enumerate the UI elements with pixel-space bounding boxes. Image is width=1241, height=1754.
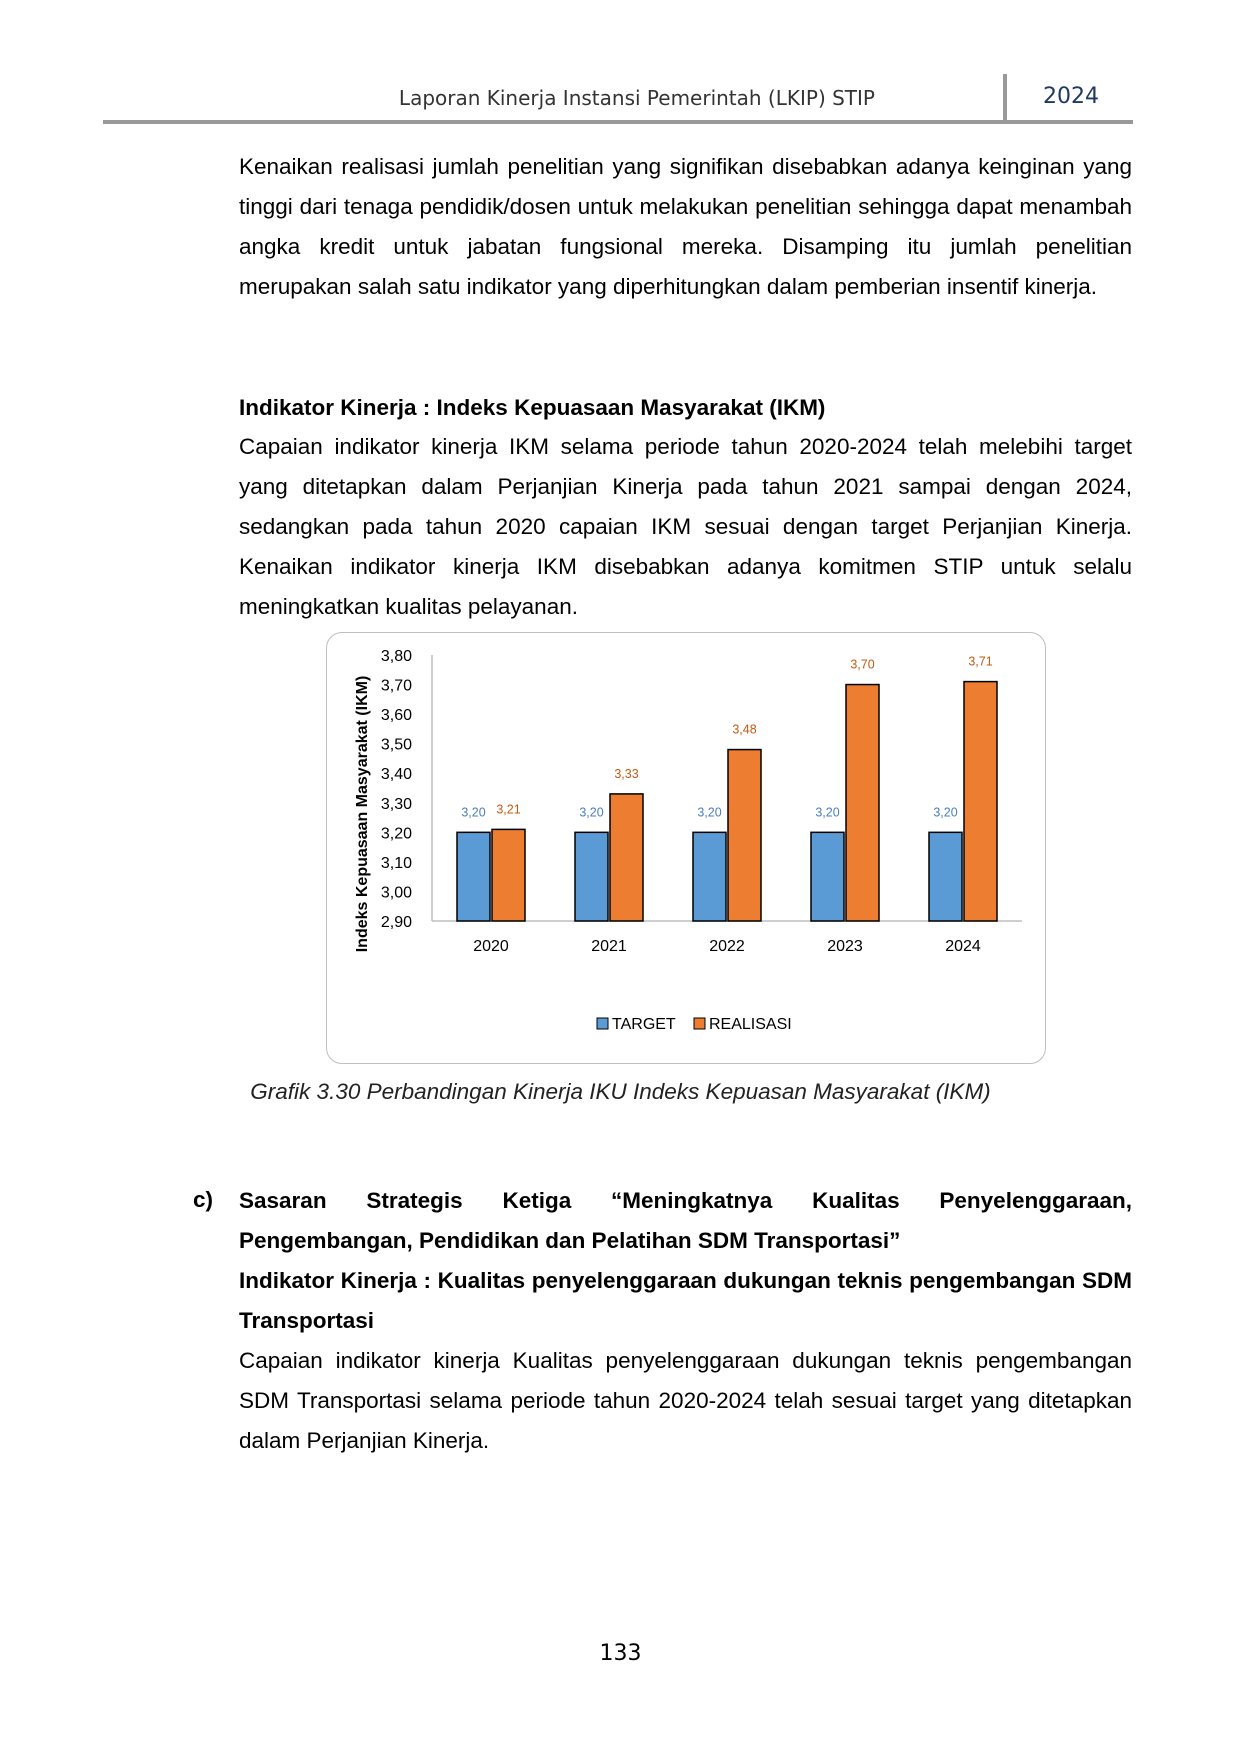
- y-tick-label: 3,20: [380, 825, 412, 843]
- ikm-chart: [326, 632, 1046, 1064]
- y-tick-label: 3,40: [380, 766, 412, 784]
- target-bar: [811, 832, 844, 921]
- header-rule: [103, 120, 1133, 124]
- y-axis-title: Indeks Kepuasaan Masyarakat (IKM): [354, 675, 371, 953]
- realisasi-data-label: 3,70: [850, 657, 875, 672]
- y-tick-label: 3,80: [380, 648, 412, 665]
- chart-caption: Grafik 3.30 Perbandingan Kinerja IKU Indeks Kepuasan Masyarakat (IKM): [250, 1079, 991, 1104]
- section-marker: c): [193, 1187, 214, 1212]
- target-bar: [929, 832, 962, 921]
- target-data-label: 3,20: [697, 805, 722, 820]
- realisasi-bar: [964, 682, 997, 921]
- target-bar: [693, 832, 726, 921]
- y-tick-label: 3,70: [380, 677, 412, 695]
- realisasi-bar: [846, 685, 879, 921]
- target-data-label: 3,20: [579, 805, 604, 820]
- y-tick-label: 3,00: [380, 884, 412, 902]
- realisasi-legend-swatch: [694, 1018, 705, 1029]
- x-tick-label: 2023: [827, 938, 863, 955]
- ikm-chart-svg: [327, 633, 1045, 1063]
- y-tick-label: 3,10: [380, 854, 412, 872]
- report-title: Laporan Kinerja Instansi Pemerintah (LKIP) STIP: [398, 86, 875, 110]
- target-data-label: 3,20: [815, 805, 840, 820]
- realisasi-bar: [728, 750, 761, 921]
- x-tick-label: 2024: [945, 938, 981, 955]
- x-tick-label: 2022: [709, 938, 745, 955]
- section-c-body: Capaian indikator kinerja Kualitas penyelenggaraan dukungan teknis pengembangan SDM Transportasi selama periode tahun 2020-2024 telah sesuai target yang ditetapkan dalam Perjanjian Kinerja.: [239, 1348, 1132, 1453]
- x-tick-label: 2020: [473, 938, 509, 955]
- target-data-label: 3,20: [461, 805, 486, 820]
- realisasi-data-label: 3,33: [614, 766, 639, 781]
- y-tick-label: 2,90: [380, 914, 412, 931]
- ikm-heading: Indikator Kinerja : Indeks Kepuasaan Masyarakat (IKM): [239, 395, 826, 420]
- realisasi-bar: [492, 829, 525, 921]
- realisasi-data-label: 3,71: [968, 654, 993, 669]
- realisasi-bar: [610, 794, 643, 921]
- paragraph-ikm: Capaian indikator kinerja IKM selama periode tahun 2020-2024 telah melebihi target yang ditetapkan dalam Perjanjian Kinerja pada tahun 2021 sampai dengan 2024, sedangkan pada tahun 2020 capaian IKM sesuai dengan target Perjanjian Kinerja. Kenaikan indikator kinerja IKM disebabkan adanya komitmen STIP untuk selalu meningkatkan kualitas pelayanan.: [239, 434, 1132, 619]
- report-year: 2024: [1043, 84, 1099, 109]
- target-legend-swatch: [597, 1018, 608, 1029]
- x-tick-label: 2021: [591, 938, 627, 955]
- page-number: 133: [599, 1641, 642, 1666]
- section-c-title: Sasaran Strategis Ketiga “Meningkatnya Kualitas Penyelenggaraan, Pengembangan, Pendidikan dan Pelatihan SDM Transportasi”: [239, 1188, 1132, 1253]
- realisasi-legend-label: REALISASI: [709, 1016, 792, 1033]
- realisasi-data-label: 3,21: [496, 802, 521, 817]
- target-bar: [575, 832, 608, 921]
- target-bar: [457, 832, 490, 921]
- section-c-indicator: Indikator Kinerja : Kualitas penyelenggaraan dukungan teknis pengembangan SDM Transportasi: [239, 1268, 1132, 1333]
- paragraph-research: Kenaikan realisasi jumlah penelitian yang signifikan disebabkan adanya keinginan yang tinggi dari tenaga pendidik/dosen untuk melakukan penelitian sehingga dapat menambah angka kredit untuk jabatan fungsional mereka. Disamping itu jumlah penelitian merupakan salah satu indikator yang diperhitungkan dalam pemberian insentif kinerja.: [239, 154, 1132, 299]
- realisasi-data-label: 3,48: [732, 722, 757, 737]
- y-tick-label: 3,30: [380, 795, 412, 813]
- header-divider: [1003, 74, 1007, 122]
- target-legend-label: TARGET: [612, 1016, 676, 1033]
- y-tick-label: 3,50: [380, 736, 412, 754]
- target-data-label: 3,20: [933, 805, 958, 820]
- y-tick-label: 3,60: [380, 707, 412, 725]
